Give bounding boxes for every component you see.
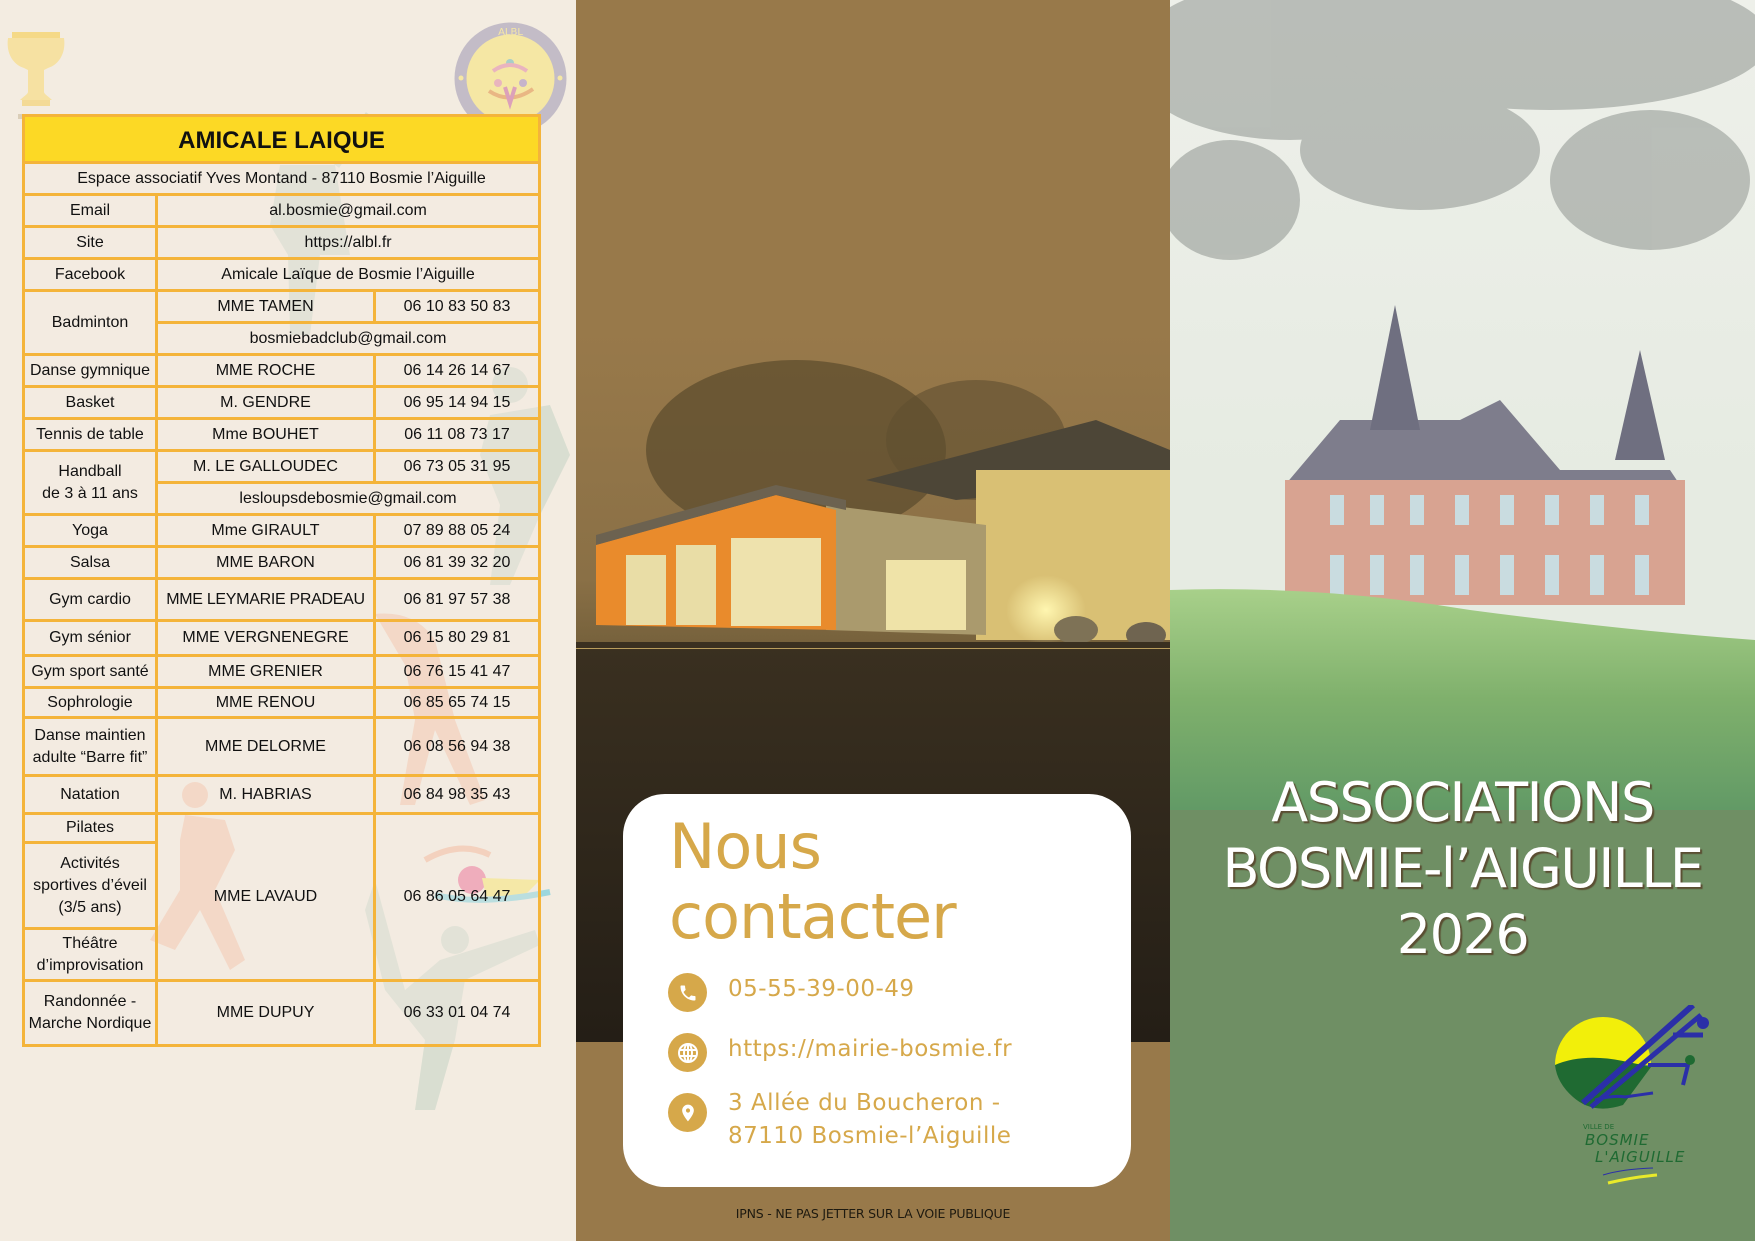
- website-link[interactable]: https://mairie-bosmie.fr: [728, 1036, 1013, 1062]
- table-row: [24, 515, 540, 547]
- email-cell[interactable]: bosmiebadclub@gmail.com: [157, 323, 540, 355]
- activity-line: adulte “Barre fit”: [32, 748, 148, 766]
- activity-line: de 3 à 11 ans: [42, 484, 138, 502]
- site-link[interactable]: https://albl.fr: [157, 227, 540, 259]
- table-row: [24, 227, 540, 259]
- cover-title-line: BOSMIE-l’AIGUILLE: [1222, 837, 1703, 900]
- phone-cell[interactable]: 06 14 26 14 67: [375, 355, 540, 387]
- contact-cell: MME RENOU: [157, 688, 375, 718]
- facebook-link[interactable]: Amicale Laïque de Bosmie l’Aiguille: [157, 259, 540, 291]
- table-row: [24, 387, 540, 419]
- site-label: Site: [24, 227, 157, 259]
- table-row: [24, 451, 540, 483]
- albl-logo-text: ALBL: [498, 27, 523, 38]
- activity-cell: Yoga: [24, 515, 157, 547]
- phone-cell[interactable]: 06 08 56 94 38: [375, 718, 540, 776]
- logo-line2: L'AIGUILLE: [1595, 1148, 1686, 1166]
- phone-number[interactable]: 05-55-39-00-49: [728, 976, 915, 1002]
- contact-cell: MME VERGNENEGRE: [157, 621, 375, 656]
- table-row: [24, 718, 540, 776]
- table-row: [24, 981, 540, 1046]
- activity-line: Randonnée -: [43, 993, 137, 1010]
- activity-line: Danse maintien: [34, 726, 146, 744]
- phone-cell[interactable]: 06 84 98 35 43: [375, 776, 540, 814]
- activity-cell: [24, 451, 157, 515]
- email-link[interactable]: al.bosmie@gmail.com: [157, 195, 540, 227]
- contact-cell: MME ROCHE: [157, 355, 375, 387]
- contact-cell: Mme BOUHET: [157, 419, 375, 451]
- contact-card: [623, 794, 1131, 1187]
- contact-title: [669, 812, 956, 952]
- activity-cell: [24, 929, 157, 981]
- table-row: [24, 547, 540, 579]
- table-title-row: [24, 116, 540, 163]
- activity-line: (3/5 ans): [58, 898, 122, 916]
- table-row: [24, 621, 540, 656]
- table-row: [24, 776, 540, 814]
- activity-cell: Badminton: [24, 291, 157, 355]
- contact-cell: MME LAVAUD: [157, 814, 375, 981]
- phone-row[interactable]: [668, 973, 915, 1012]
- address-row: [668, 1090, 1012, 1153]
- address-text: [728, 1087, 1011, 1153]
- activity-cell: Pilates: [24, 814, 157, 843]
- contact-cell: Mme GIRAULT: [157, 515, 375, 547]
- activity-cell: [24, 718, 157, 776]
- facebook-label: Facebook: [24, 259, 157, 291]
- activity-cell: Gym sénior: [24, 621, 157, 656]
- email-cell[interactable]: lesloupsdebosmie@gmail.com: [157, 483, 540, 515]
- activity-line: sportives d’éveil: [33, 876, 147, 894]
- chateau-photo: [1170, 0, 1755, 810]
- contact-cell: MME DUPUY: [157, 981, 375, 1046]
- phone-cell[interactable]: 06 85 65 74 15: [375, 688, 540, 718]
- table-row: [24, 259, 540, 291]
- activity-line: d’improvisation: [36, 956, 144, 974]
- phone-cell[interactable]: 07 89 88 05 24: [375, 515, 540, 547]
- contact-cell: M. LE GALLOUDEC: [157, 451, 375, 483]
- left-panel: [0, 0, 576, 1241]
- email-label: Email: [24, 195, 157, 227]
- phone-cell[interactable]: 06 11 08 73 17: [375, 419, 540, 451]
- contact-cell: MME TAMEN: [157, 291, 375, 323]
- phone-cell[interactable]: 06 81 97 57 38: [375, 579, 540, 621]
- activity-cell: Natation: [24, 776, 157, 814]
- table-row: [24, 355, 540, 387]
- table-row: [24, 656, 540, 688]
- table-row: [24, 195, 540, 227]
- address-line: 87110 Bosmie-l’Aiguille: [728, 1123, 1012, 1149]
- contact-cell: MME DELORME: [157, 718, 375, 776]
- activity-line: Activités: [60, 854, 120, 872]
- table-row: [24, 419, 540, 451]
- trophy-icon: [2, 28, 68, 124]
- logo-line1: BOSMIE: [1585, 1131, 1650, 1149]
- contact-title-line: Nous: [669, 810, 821, 883]
- activity-cell: [24, 981, 157, 1046]
- activity-line: Théâtre: [62, 934, 118, 952]
- ipns-notice: IPNS - NE PAS JETTER SUR LA VOIE PUBLIQUE: [735, 1206, 1011, 1221]
- globe-icon: [668, 1033, 707, 1072]
- activity-cell: Salsa: [24, 547, 157, 579]
- activity-cell: [24, 843, 157, 929]
- contact-cell: M. HABRIAS: [157, 776, 375, 814]
- phone-cell[interactable]: 06 15 80 29 81: [375, 621, 540, 656]
- table-title: AMICALE LAIQUE: [24, 116, 540, 163]
- activity-line: Marche Nordique: [28, 1015, 152, 1032]
- contact-cell: M. GENDRE: [157, 387, 375, 419]
- activity-cell: Gym cardio: [24, 579, 157, 621]
- table-row: [24, 814, 540, 843]
- phone-cell[interactable]: 06 73 05 31 95: [375, 451, 540, 483]
- activity-cell: Tennis de table: [24, 419, 157, 451]
- phone-cell[interactable]: 06 76 15 41 47: [375, 656, 540, 688]
- table-row: [24, 688, 540, 718]
- address-line: 3 Allée du Boucheron -: [728, 1090, 1001, 1116]
- associations-table: [22, 114, 541, 1047]
- activity-cell: Basket: [24, 387, 157, 419]
- middle-panel: [576, 0, 1170, 1241]
- cover-title: [1170, 770, 1755, 968]
- activity-line: Handball: [58, 462, 122, 480]
- table-row: [24, 579, 540, 621]
- activity-cell: Sophrologie: [24, 688, 157, 718]
- contact-cell: MME GRENIER: [157, 656, 375, 688]
- phone-cell[interactable]: 06 86 05 64 47: [375, 814, 540, 981]
- table-row: [24, 291, 540, 323]
- phone-cell[interactable]: 06 10 83 50 83: [375, 291, 540, 323]
- contact-cell: MME BARON: [157, 547, 375, 579]
- bosmie-town-logo: [1553, 1005, 1723, 1215]
- contact-cell: MME LEYMARIE PRADEAU: [157, 579, 375, 621]
- logo-small-text: VILLE DE: [1583, 1123, 1615, 1131]
- phone-cell[interactable]: 06 81 39 32 20: [375, 547, 540, 579]
- location-pin-icon: [668, 1093, 707, 1132]
- cover-title-year: 2026: [1396, 903, 1529, 966]
- address-cell: Espace associatif Yves Montand - 87110 Bosmie l’Aiguille: [24, 163, 540, 195]
- activity-cell: Danse gymnique: [24, 355, 157, 387]
- table-row: [24, 163, 540, 195]
- cover-title-line: ASSOCIATIONS: [1271, 771, 1654, 834]
- phone-cell[interactable]: 06 33 01 04 74: [375, 981, 540, 1046]
- activity-cell: Gym sport santé: [24, 656, 157, 688]
- website-row[interactable]: [668, 1033, 1012, 1072]
- phone-cell[interactable]: 06 95 14 94 15: [375, 387, 540, 419]
- contact-title-line: contacter: [669, 880, 956, 953]
- phone-icon: [668, 973, 707, 1012]
